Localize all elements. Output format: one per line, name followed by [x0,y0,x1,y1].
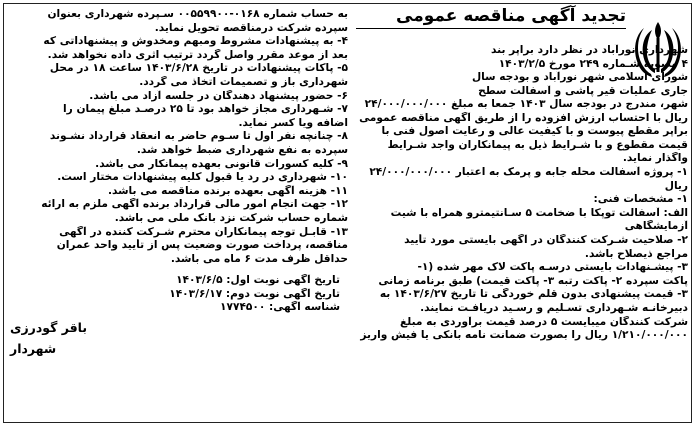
notice-line: شرکت کنندگان میبایست ۵ درصد قیمت برآوردی به مبلغ [400,315,688,328]
notice-line: ۷- شـهرداری مجاز خواهد بود تا ۲۵ درصـد مبلغ پیمان را [63,103,348,116]
notice-line: ۴- به پیشنهادات مشروط ومبهم ومخدوش و پیشنهاداتی که [43,35,348,48]
notice-line: حداقل ظرف مدت ۶ ماه می باشد. [170,252,348,265]
notice-line: ۵- پاکات پیشنهادات در تاریخ ۱۴۰۳/۶/۲۸ ساعت ۱۸ در محل [49,62,348,75]
notice-line: ۹- کلیه کسورات قانونی بعهده پیمانکار می باشد. [95,157,348,170]
notice-line: اضافه ویا کسر نماید. [238,116,348,129]
notice-line: ۱/۲۱۰/۰۰۰/۰۰۰ ریال را بصورت ضمانت نامه بانکی یا فیش واریز [360,329,688,342]
notice-line: ۲- صلاحیت شـرکت کنندگان در آگهی بایستی مورد تأیید [404,233,688,246]
notice-line: آزمایشگاهی [624,220,688,233]
notice-line: بعد از موعد مقرر واصل گردد ترتیب اثری داده نخواهد شد. [47,48,348,61]
notice-line: دبیرخانـه شـهرداری تسـلیم و رسـید دریافـت نمایند. [420,301,688,314]
first-publish-date: تاریخ آگهی نوبت اول: ۱۴۰۳/۶/۵ [176,274,340,286]
notice-line: ۴ مصوبه شـماره ۲۴۹ مورخ ۱۴۰۳/۲/۵ [498,57,688,70]
notice-line: قیمت مقطوع و با شـرایط ذیل به پیمانکاران واجد شـرایط [387,138,688,151]
left-column [8,8,348,266]
notice-line: ۱- مشخصات فنی: [593,193,688,206]
notice-line: ۱۱- هزینه آگهی بعهده برنده مناقصه می باشد. [107,184,348,197]
notice-line: ۳- پیشـنهادات بایستی درسـه پاکت لاک مهر شده (۱- [417,261,688,274]
notice-line: الف: آسفالت توپکا با ضخامت ۵ سـانتیمترو همراه با شیت [390,206,688,219]
notice-title: تجدید آگهی مناقصه عمومی [396,6,626,26]
notice-line: ۶- حضور پیشنهاد دهندگان در جلسه آزاد می باشد. [89,89,348,102]
notice-line: ۱- پروژه آسفالت محله جابه و پرمک به اعتبار ۲۴/۰۰۰/۰۰۰/۰۰۰ [369,165,688,178]
notice-line: واگذار نماید. [622,152,688,165]
notice-line: شماره حساب شرکت نزد بانک ملی می باشد. [114,211,348,224]
notice-line: ۸- چنانچه نفر اول تا سـوم حاضر به انعقاد قرارداد نشـوند [49,130,348,143]
signer-name: باقر گودرزی [10,320,88,335]
notice-line: شهر، مندرج در بودجه سال ۱۴۰۳ جمعا به مبلغ ۲۴/۰۰۰/۰۰۰/۰۰۰ [364,98,688,110]
second-publish-date: تاریخ آگهی نوبت دوم: ۱۴۰۳/۶/۱۷ [169,287,340,300]
title-divider [356,28,626,29]
notice-line: ۱۰- شهرداری در رد یا قبول کلیه پیشنهادات مختار است. [57,171,348,184]
notice-line: براپر مقطع پیوست و با کیفیت عالی و رعایت اصول فنی با [381,125,688,138]
notice-line: ۱۳- قابـل توجه پیمانکاران محترم شـرکت کننده در آگهی [59,225,348,238]
notice-line: شهرداری نورآباد در نظر دارد براپر بند [491,44,688,56]
right-column [356,44,688,98]
notice-line: سپرده شرکت درمناقصه تحویل نماید. [154,21,348,34]
notice-id: شناسه آگهی: ۱۷۷۴۵۰۰ [220,301,340,314]
right-column-wide [356,98,688,343]
notice-line: ۱۲- جهت انجام امور مالی قرارداد برنده آگهی ملزم به ارائه [41,198,348,211]
notice-line: ریال [664,179,688,192]
signer-role: شهردار [10,341,57,356]
notice-line: مناقصه، پرداخت صورت وضعیت پس از تأیید واحد عمران [56,239,348,252]
notice-line: شورای اسلامی شهر نورآباد و بودجه سال [471,71,688,84]
notice-line: پاکت سپرده ۲- پاکت رتبه ۳- پاکت قیمت) طبق برنامه زمانی [378,274,688,287]
notice-line: ۳- قیمت پیشنهادی بدون قلم خوردگی تا تاریخ ۱۴۰۳/۶/۲۷ به [379,288,688,301]
notice-line: به حساب شماره ۰۱۶۸-۰۰۵۵۹۹۰۰ سـپرده شهرداری بعنوان [47,8,348,20]
notice-line: سپرده به نفع شهرداری ضبط خواهد شد. [136,143,348,156]
notice-line: ریال با احتساب ارزش افزوده را از طریق آگهی مناقصه عمومی [359,111,688,124]
dates-block [150,274,340,315]
notice-line: جاری عملیات قیر پاشی و آسفالت سطح [478,84,688,97]
notice-line: شهرداری باز و تصمیمات اتخاذ می گردد. [139,75,348,88]
notice-line: مراجع ذیصلاح باشد. [584,247,688,260]
